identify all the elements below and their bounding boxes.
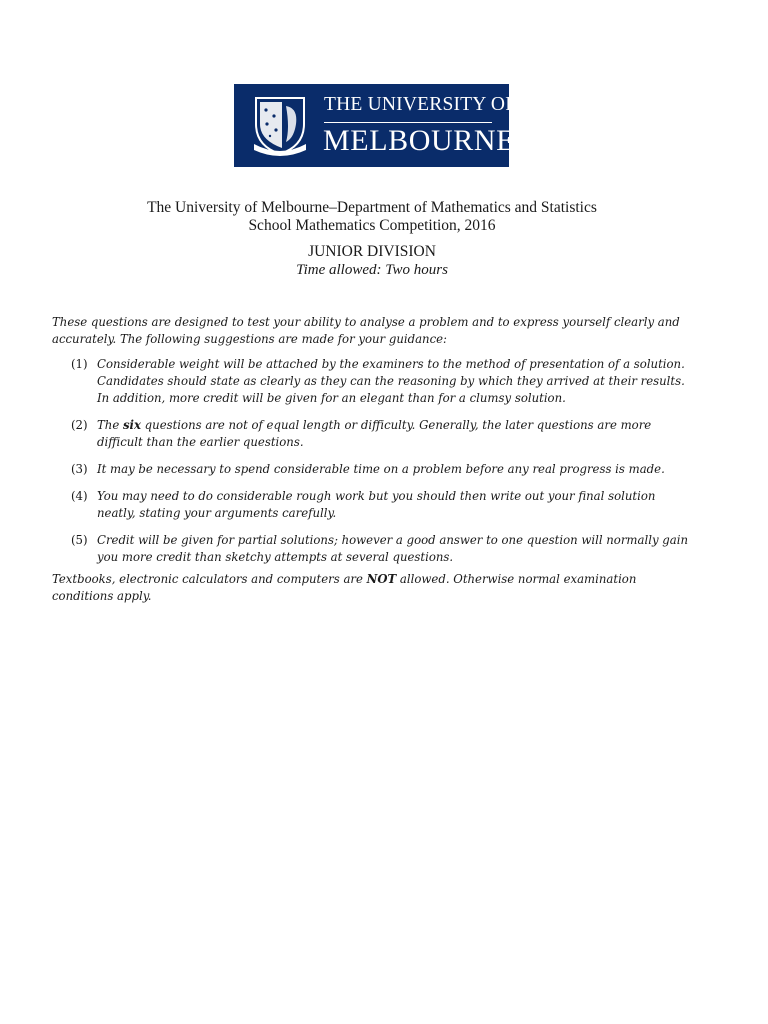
header-competition: School Mathematics Competition, 2016 bbox=[248, 217, 496, 234]
closing-text-pre: Textbooks, electronic calculators and computers are bbox=[52, 572, 367, 586]
logo-line-melbourne: MELBOURNE bbox=[323, 124, 516, 157]
emphasis-six: six bbox=[122, 418, 141, 432]
list-item-text: It may be necessary to spend considerable time on a problem before any real progress is made. bbox=[97, 462, 665, 476]
header-time-allowed: Time allowed: Two hours bbox=[296, 262, 448, 278]
instructions bbox=[52, 314, 697, 605]
list-item-text-pre: The bbox=[97, 418, 123, 432]
header-department: The University of Melbourne–Department of Mathematics and Statistics bbox=[147, 199, 597, 216]
university-crest-icon bbox=[252, 94, 308, 156]
intro-paragraph: These questions are designed to test your ability to analyse a problem and to express yourself clearly and accurately. The following suggestions are made for your guidance: bbox=[52, 315, 680, 346]
list-item bbox=[52, 417, 697, 451]
list-item-number: (3) bbox=[71, 462, 88, 476]
logo-divider bbox=[324, 122, 492, 123]
list-item-text: You may need to do considerable rough work but you should then write out your final solution neatly, stating your arguments carefully. bbox=[97, 489, 656, 520]
closing-paragraph bbox=[52, 571, 697, 605]
university-logo bbox=[234, 84, 517, 167]
list-item bbox=[52, 461, 697, 478]
header-division: JUNIOR DIVISION bbox=[308, 243, 436, 260]
closing-text-post: allowed. Otherwise normal examination conditions apply. bbox=[52, 572, 637, 603]
list-item-number: (4) bbox=[71, 489, 88, 503]
logo-line-university-of: THE UNIVERSITY OF bbox=[324, 94, 517, 115]
emphasis-not: NOT bbox=[366, 572, 397, 586]
list-item bbox=[52, 532, 697, 566]
exam-header bbox=[0, 199, 744, 279]
suggestions-list bbox=[52, 356, 697, 566]
list-item bbox=[52, 356, 697, 407]
list-item-number: (5) bbox=[71, 533, 88, 547]
list-item bbox=[52, 488, 697, 522]
list-item-text-post: questions are not of equal length or difficulty. Generally, the later questions are more difficult than the earlier questions. bbox=[97, 418, 652, 449]
list-item-number: (1) bbox=[71, 357, 88, 371]
list-item-text: Credit will be given for partial solutions; however a good answer to one question will normally gain you more credit than sketchy attempts at several questions. bbox=[97, 533, 688, 564]
list-item-number: (2) bbox=[71, 418, 88, 432]
list-item-text: Considerable weight will be attached by the examiners to the method of presentation of a solution. Candidates should state as clearly as they can the reasoning by which they arrived at their results. In addition, more credit will be given for an elegant than for a clumsy solution. bbox=[97, 357, 685, 405]
